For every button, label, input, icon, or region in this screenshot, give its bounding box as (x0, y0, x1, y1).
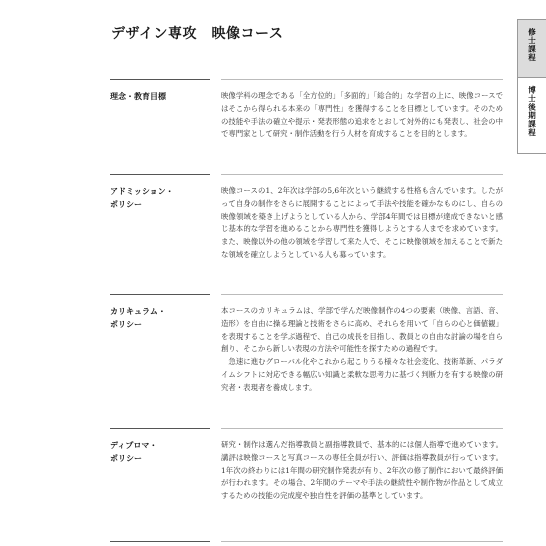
paragraph: 急速に進むグローバル化やこれから起こりうる様々な社会変化、技術革新、パラダイムシフトに対応できる幅広い知識と柔軟な思考力に基づく判断力を有する映像の研究者・表現者を養成します。 (221, 357, 503, 392)
section-divider (110, 428, 210, 429)
section-heading: カリキュラム・ ポリシー (110, 307, 166, 329)
paragraph: 研究・制作は選んだ指導教員と副指導教員で、基本的には個人指導で進めています。講評は映像コースと写真コースの専任全員が行い、評価は指導教員が行っています。1年次の終わりには1年間の研究制作発表が有り、2年次の修了制作において最終評価が行われます。その場合、2年間のテーマや手法の継続性や制作物が作品として成立するための技能の完成度や独自性を評価の基準としています。 (221, 440, 503, 501)
section-divider (221, 428, 503, 429)
tab-masters-course[interactable] (517, 19, 546, 77)
paragraph: 映像コースの1、2年次は学部の5,6年次という継続する性格も含んでいます。したがって自身の制作をさらに展開することによって手法や技能を確かなものにし、自らの映像領域を築き上げようとしている人から、学部4年間では目標が達成できないと感じ基本的な学習を進めることから専門性を獲得しようとする人までを求めています。また、映像以外の他の領域を学習して来た人で、そこに映像領域を加えることで新たな領域を確立しようとしている人も募っています。 (221, 186, 503, 259)
tab-label: 修士課程 (527, 28, 537, 62)
side-tab-nav (517, 19, 546, 154)
bottom-divider (221, 541, 503, 542)
section-body (221, 185, 503, 262)
section-heading: アドミッション・ ポリシー (110, 187, 174, 209)
section-divider (221, 174, 503, 175)
paragraph: 本コースのカリキュラムは、学部で学んだ映像制作の4つの要素（映像、言語、音、造形）を自由に操る理論と技術をさらに高め、それらを用いて「自らの心と価値観」を表現することを学ぶ過程で、自己の成長を目指し、教員との自由な討論の場を自ら創り、そこから新しい表現の方法や可能性を探すための過程です。 (221, 306, 503, 354)
section-divider (221, 79, 503, 80)
paragraph: 映像学科の理念である「全方位的」「多面的」「総合的」な学習の上に、映像コースではそこから得られる本来の「専門性」を獲得することを目標としています。そのための技能や手法の確立や提示・発表形態の追求をとおして対外的にも発表し、社会の中で専門家として研究・制作活動を行う人材を育成することを目的とします。 (221, 91, 503, 139)
section-body (221, 90, 503, 141)
section-body (221, 305, 503, 395)
section-divider (110, 294, 210, 295)
section-heading: 理念・教育目標 (110, 92, 166, 101)
section-body (221, 439, 503, 503)
tab-label: 博士後期課程 (527, 86, 537, 137)
section-divider (110, 174, 210, 175)
tab-doctoral-course[interactable] (517, 77, 546, 154)
page-title: デザイン専攻 映像コース (111, 26, 284, 43)
section-divider (110, 79, 210, 80)
section-heading: ディプロマ・ ポリシー (110, 441, 158, 463)
bottom-divider (110, 541, 210, 542)
section-divider (221, 294, 503, 295)
